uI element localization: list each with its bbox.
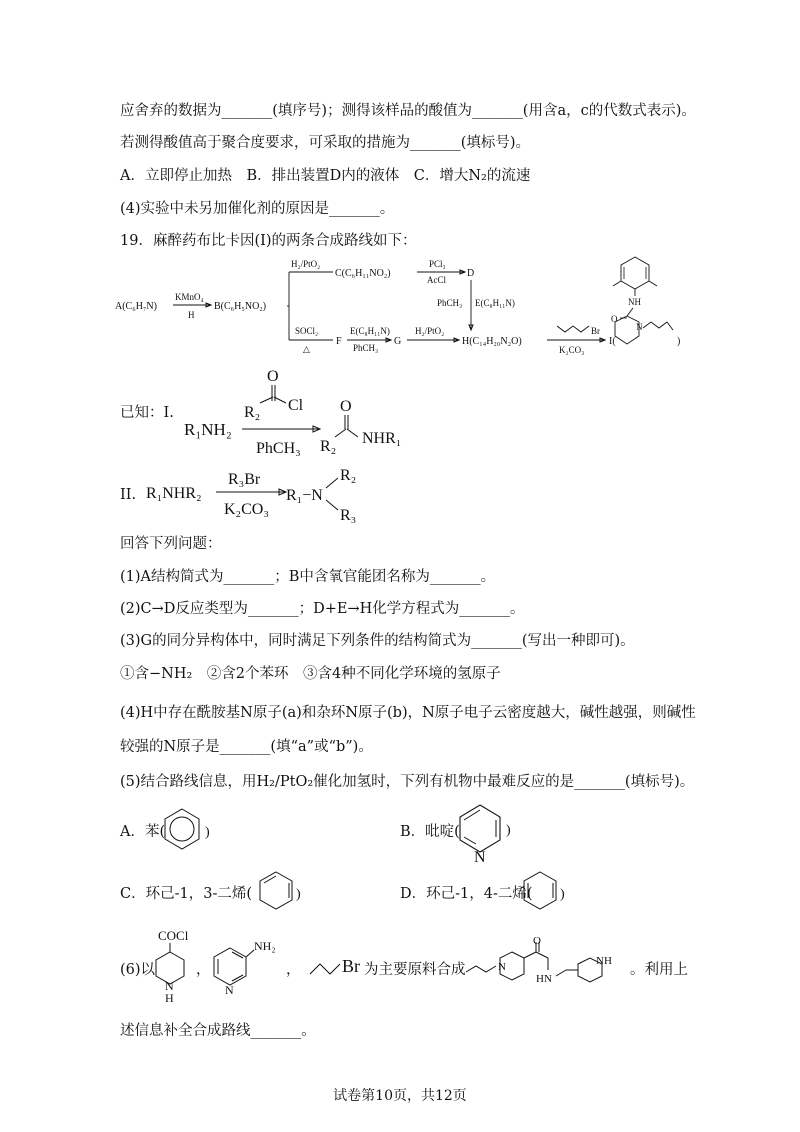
known1-cl: Cl (288, 397, 304, 414)
reagent-socl2: SOCl₂ (295, 326, 319, 336)
q6-nh-h: H (165, 991, 174, 1004)
known1-product: NHR₁ (362, 430, 402, 447)
question-4-line-2: 较强的N原子是_______(填“a”或“b”)。 (120, 739, 373, 755)
q6-pyridine-n: N (225, 983, 234, 994)
compound-b: B(C₆H₅NO₂) (214, 301, 267, 312)
known2-r2: R₂ (340, 467, 357, 484)
option-d-label: D．环己-1，4-二烯( (400, 886, 533, 902)
reagent-e-v: E(C₈H₁₁N) (475, 298, 515, 308)
question-6-sep-1: ， (196, 962, 211, 978)
i-nh: NH (628, 297, 641, 307)
known2-bottom: K₂CO₃ (224, 501, 269, 518)
option-a-label: A．苯( (120, 824, 166, 840)
text-line-3: A．立即停止加热 B．排出装置D内的液体 C．增大N₂的流速 (120, 168, 531, 184)
known1-o: O (267, 368, 279, 385)
reagent-h2pto2-top: H₂/PtO₂ (291, 259, 321, 269)
question-4-line-1: (4)H中存在酰胺基N原子(a)和杂环N原子(b)，N原子电子云密度越大，碱性越强，则碱性 (120, 705, 696, 721)
reagent-h: H (188, 310, 195, 320)
known1-op: O (340, 398, 352, 415)
known2-r3: R₃ (340, 507, 357, 524)
answer-intro: 回答下列问题： (120, 536, 222, 552)
known-label: 已知：I. (120, 405, 174, 421)
question-1: (1)A结构简式为_______；B中含氧官能团名称为_______。 (120, 569, 496, 585)
known2-reactant: R₁NHR₂ (146, 485, 202, 502)
reagent-e: E(C₈H₁₁N) (350, 326, 390, 336)
pyridine-structure (448, 802, 518, 864)
question-6-line-2: 述信息补全合成路线_______。 (120, 1023, 316, 1039)
option-a-close: ) (205, 825, 210, 840)
compound-d: D (467, 268, 475, 279)
q6-cocl: COCl (158, 928, 189, 943)
option-d-close: ) (560, 887, 565, 902)
compound-a: A(C₆H₇N) (115, 301, 157, 312)
reagent-accl: AcCl (427, 275, 446, 285)
reagent-pcl3: PCl₃ (429, 259, 446, 269)
known-reaction-1 (180, 365, 440, 465)
known-reaction-2 (140, 462, 380, 532)
cyclohexa-13-diene-structure (256, 870, 316, 916)
pyridine-n: N (474, 849, 486, 864)
option-b-label: B．吡啶( (400, 824, 460, 840)
page-footer: 试卷第10页，共12页 (333, 1088, 467, 1104)
target-molecule-structure (464, 936, 630, 998)
known2-product: R₁−N (286, 487, 323, 504)
q6-o: O (533, 936, 541, 947)
q6-hn: HN (536, 973, 552, 985)
benzene-structure (160, 806, 220, 856)
question-3-conditions: ①含−NH₂ ②含2个苯环 ③含4种不同化学环境的氢原子 (120, 666, 501, 682)
i-close: ) (677, 336, 681, 347)
q6-ring-n: N (498, 961, 506, 973)
option-b-close: ) (506, 823, 511, 838)
reagent-phch3: PhCH₃ (353, 343, 379, 353)
reagent-h2pto2: H₂/PtO₂ (415, 326, 445, 336)
question-3: (3)G的同分异构体中，同时满足下列条件的结构简式为_______(写出一种即可)。 (120, 633, 635, 649)
synthesis-scheme (115, 252, 695, 362)
question-6-prefix: (6)以 (120, 962, 156, 978)
aminopyridine-structure (208, 934, 278, 994)
q6-nh2: NH₂ (254, 939, 276, 953)
reagent-k2co3: K₂CO₃ (559, 345, 585, 355)
question-6-target-text: 为主要原料合成 (364, 962, 466, 978)
reagent-br: Br (591, 326, 600, 336)
text-line-1: 应舍弃的数据为_______(填序号)；测得该样品的酸值为_______(用含a，c的代数式表示)。 (120, 103, 696, 119)
question-19-title: 19．麻醉药布比卡因(I)的两条合成路线如下： (120, 233, 417, 249)
reagent-phch3-v: PhCH₃ (437, 298, 463, 308)
text-line-4: (4)实验中未另加催化剂的原因是_______。 (120, 201, 395, 217)
compound-f: F (336, 336, 342, 347)
question-6-sep-2: ， (286, 962, 301, 978)
known1-condition: PhCH₃ (256, 440, 301, 457)
q6-nh-n: N (165, 979, 174, 993)
compound-h: H(C₁₄H₂₀N₂O) (462, 336, 522, 347)
question-6-suffix: 。利用上 (630, 962, 688, 978)
compound-i: I( (609, 336, 616, 347)
question-2: (2)C→D反应类型为_______；D+E→H化学方程式为_______。 (120, 601, 525, 617)
known1-r2: R₂ (244, 404, 261, 421)
known1-r2p: R₂ (320, 438, 337, 455)
reagent-kmno4: KMnO₄ (175, 292, 204, 302)
known2-top: R₃Br (228, 471, 261, 488)
text-line-2: 若测得酸值高于聚合度要求，可采取的措施为_______(填标号)。 (120, 135, 531, 151)
compound-c: C(C₆H₁₁NO₂) (335, 268, 391, 279)
option-c-close: ) (296, 887, 301, 902)
i-n: N (636, 322, 643, 332)
butyl-bromide-chain (557, 326, 589, 332)
i-o: O (611, 314, 618, 324)
propyl-bromide-structure (306, 950, 364, 980)
known1-reactant: R₁NH₂ (184, 420, 232, 439)
q6-br: Br (342, 956, 360, 976)
piperidine-carbonyl-chloride-structure (146, 928, 196, 1004)
compound-g: G (394, 336, 402, 347)
reagent-delta: △ (303, 344, 310, 354)
option-c-label: C．环己-1，3-二烯( (120, 886, 253, 902)
known-label-2: II. (120, 487, 137, 503)
question-5: (5)结合路线信息，用H₂/PtO₂催化加氢时，下列有机物中最难反应的是_______(填标号)。 (120, 774, 695, 790)
cyclohexa-14-diene-structure (520, 870, 580, 916)
q6-ring-nh: NH (596, 955, 612, 967)
